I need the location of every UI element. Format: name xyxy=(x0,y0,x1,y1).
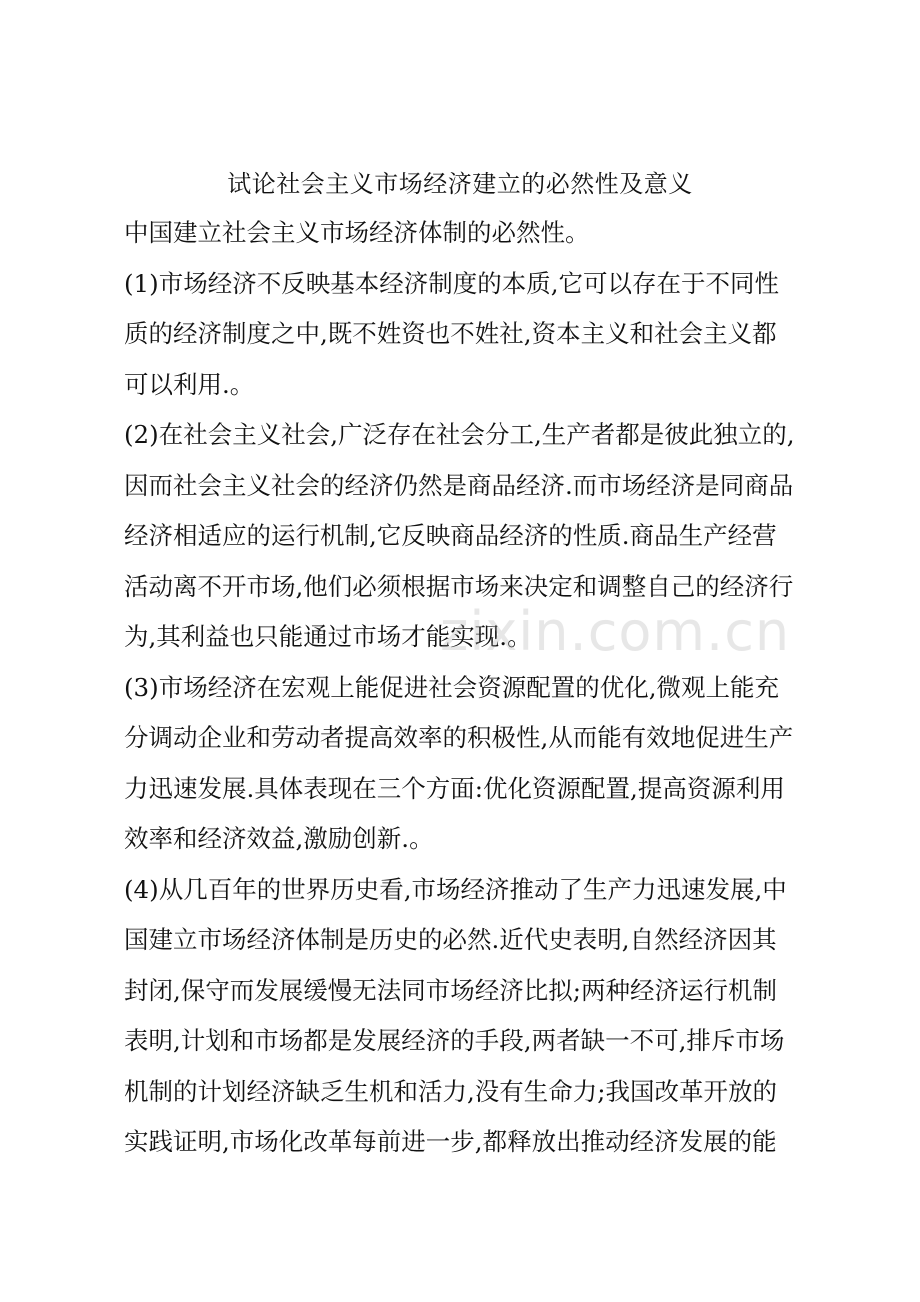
body-line: 可以利用.。 xyxy=(124,369,255,399)
body-line: 活动离不开市场,他们必须根据市场来决定和调整自己的经济行 xyxy=(124,571,794,601)
body-line: 中国建立社会主义市场经济体制的必然性。 xyxy=(124,218,590,247)
body-line: (3)市场经济在宏观上能促进社会资源配置的优化,微观上能充 xyxy=(124,672,779,702)
document-title: 试论社会主义市场经济建立的必然性及意义 xyxy=(227,170,693,198)
body-line: (1)市场经济不反映基本经济制度的本质,它可以存在于不同性 xyxy=(124,268,779,298)
body-line: 为,其利益也只能通过市场才能实现.。 xyxy=(124,622,532,651)
body-line: (2)在社会主义社会,广泛存在社会分工,生产者都是彼此独立的, xyxy=(124,420,795,449)
body-line: 质的经济制度之中,既不姓资也不姓社,资本主义和社会主义都 xyxy=(124,319,777,348)
watermark: zixin.com.cn xyxy=(440,600,791,663)
body-line: 封闭,保守而发展缓慢无法同市场经济比拟;两种经济运行机制 xyxy=(124,975,778,1005)
body-line: 机制的计划经济缺乏生机和活力,没有生命力;我国改革开放的 xyxy=(124,1076,778,1106)
document-body xyxy=(124,208,824,1168)
body-line: 实践证明,市场化改革每前进一步,都释放出推动经济发展的能 xyxy=(124,1127,777,1156)
body-line: 经济相适应的运行机制,它反映商品经济的性质.商品生产经营 xyxy=(124,521,777,550)
body-line: 因而社会主义社会的经济仍然是商品经济.而市场经济是同商品 xyxy=(124,470,794,500)
body-line: 国建立市场经济体制是历史的必然.近代史表明,自然经济因其 xyxy=(124,925,777,954)
body-line: 表明,计划和市场都是发展经济的手段,两者缺一不可,排斥市场 xyxy=(124,1026,785,1055)
body-line: 分调动企业和劳动者提高效率的积极性,从而能有效地促进生产 xyxy=(124,723,794,752)
body-line: 力迅速发展.具体表现在三个方面:优化资源配置,提高资源利用 xyxy=(124,773,785,803)
body-line: 效率和经济效益,激励创新.。 xyxy=(124,824,434,853)
body-line: (4)从几百年的世界历史看,市场经济推动了生产力迅速发展,中 xyxy=(124,874,787,904)
